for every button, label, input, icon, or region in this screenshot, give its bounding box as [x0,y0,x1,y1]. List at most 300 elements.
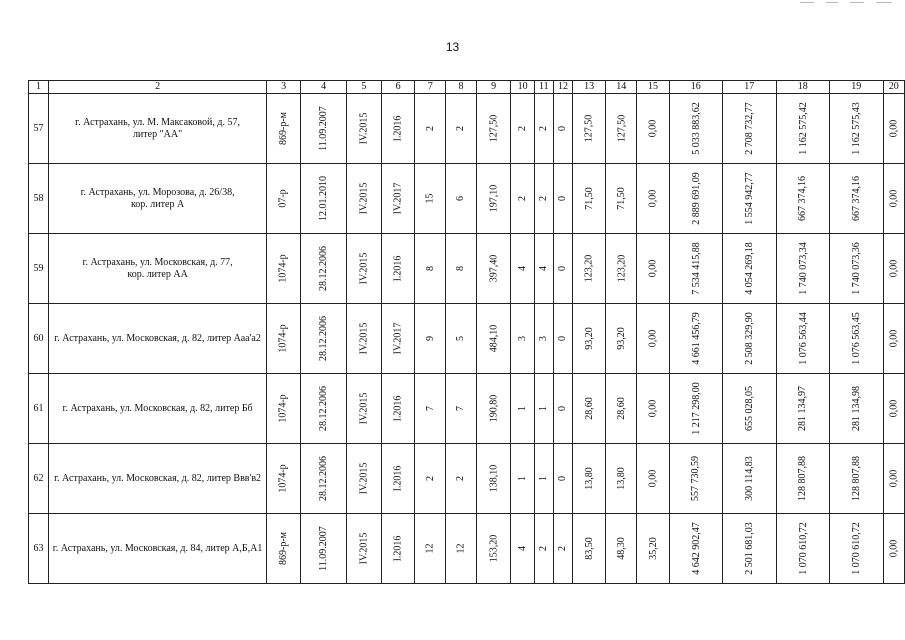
end-period-value: IV.2017 [392,322,404,355]
address-line: г. Астрахань, ул. Московская, д. 82, литер Ввв'в2 [54,472,262,484]
address-cell [49,304,267,374]
col-20-cell [883,234,904,304]
data-table [28,80,905,584]
col-16-cell [669,164,723,234]
address-line: кор. литер А [130,198,185,210]
col-15-value: 0,00 [647,399,659,418]
col-10-value: 2 [517,196,529,201]
col-10-cell [511,444,534,514]
col-18-cell [776,234,830,304]
col-11-cell [534,234,553,304]
col-18-value: 1 740 073,34 [797,242,809,295]
header-cell: 18 [776,81,830,94]
col-14-cell [606,374,637,444]
col-12-value: 0 [557,266,569,271]
address-cell [49,444,267,514]
start-period-cell [347,514,382,584]
col-15-cell [637,94,669,164]
end-period-value: I.2016 [392,115,404,142]
col-15-cell [637,234,669,304]
col-17-value: 300 114,83 [743,456,755,501]
table-row [29,444,905,514]
col-10-value: 3 [517,336,529,341]
col-9-cell [476,374,511,444]
col-20-value: 0,00 [888,119,900,138]
end-period-value: I.2016 [392,255,404,282]
col-10-cell [511,374,534,444]
order-date-cell [301,374,347,444]
col-15-value: 35,20 [647,537,659,560]
header-cell: 19 [830,81,884,94]
col-10-cell [511,514,534,584]
header-cell: 7 [415,81,446,94]
header-cell: 12 [553,81,572,94]
col-14-cell [606,304,637,374]
col-19-cell [830,234,884,304]
col-13-cell [573,304,606,374]
order-number-value: 869-р-м [278,112,290,145]
address-line: г. Астрахань, ул. М. Максаковой, д. 57, [75,116,240,128]
col-12-cell [553,374,572,444]
col-16-value: 5 033 883,62 [690,102,702,155]
col-19-value: 281 134,98 [850,386,862,431]
end-period-cell [381,164,415,234]
order-number-cell [267,94,301,164]
col-13-cell [573,374,606,444]
header-cell: 14 [606,81,637,94]
col-15-cell [637,514,669,584]
col-20-value: 0,00 [888,189,900,208]
col-10-value: 1 [517,406,529,411]
col-14-cell [606,514,637,584]
order-number-value: 869-р-м [278,532,290,565]
order-number-cell [267,304,301,374]
address-cell [49,234,267,304]
address-line: кор. литер АА [127,268,188,280]
end-period-value: I.2016 [392,465,404,492]
col-19-value: 1 070 610,72 [850,522,862,575]
col-18-cell [776,514,830,584]
col-19-cell [830,374,884,444]
col-19-value: 667 374,16 [850,176,862,221]
col-16-cell [669,94,723,164]
col-18-value: 1 162 575,42 [797,102,809,155]
header-cell: 17 [723,81,777,94]
header-cell: 11 [534,81,553,94]
col-13-value: 83,50 [583,537,595,560]
col-8-cell [446,164,477,234]
row-number: 58 [29,164,49,234]
col-8-cell [446,94,477,164]
col-7-cell [415,304,446,374]
order-date-cell [301,234,347,304]
col-10-value: 4 [517,546,529,551]
col-17-value: 2 501 681,03 [743,522,755,575]
col-12-value: 0 [557,476,569,481]
end-period-cell [381,444,415,514]
scan-mark [826,2,838,3]
row-number: 57 [29,94,49,164]
col-14-value: 127,50 [615,114,627,143]
col-9-cell [476,304,511,374]
col-14-cell [606,444,637,514]
table-row [29,234,905,304]
order-number-cell [267,444,301,514]
col-18-value: 1 076 563,44 [797,312,809,365]
col-14-cell [606,164,637,234]
start-period-cell [347,444,382,514]
col-9-cell [476,514,511,584]
table-row [29,94,905,164]
col-17-value: 2 708 732,77 [743,102,755,155]
header-row [29,81,905,94]
col-16-value: 4 642 902,47 [690,522,702,575]
col-8-cell [446,304,477,374]
col-9-value: 153,20 [488,534,500,563]
col-18-cell [776,304,830,374]
col-9-value: 484,10 [488,324,500,353]
order-date-cell [301,444,347,514]
end-period-value: I.2016 [392,395,404,422]
col-17-value: 2 508 329,90 [743,312,755,365]
col-7-value: 2 [424,476,436,481]
col-17-value: 4 054 269,18 [743,242,755,295]
col-20-value: 0,00 [888,399,900,418]
col-15-value: 0,00 [647,119,659,138]
order-date-value: 28.12.2006 [318,246,330,291]
col-11-cell [534,374,553,444]
col-12-cell [553,234,572,304]
address-line: г. Астрахань, ул. Московская, д. 82, литер Ааа'а2 [54,332,261,344]
order-date-cell [301,304,347,374]
col-7-value: 15 [424,193,436,204]
start-period-cell [347,374,382,444]
col-18-cell [776,444,830,514]
col-14-cell [606,234,637,304]
col-9-cell [476,94,511,164]
col-14-value: 13,80 [615,467,627,490]
col-17-cell [723,304,777,374]
col-12-cell [553,304,572,374]
col-13-cell [573,164,606,234]
col-16-value: 7 534 415,88 [690,242,702,295]
col-10-value: 4 [517,266,529,271]
col-7-cell [415,164,446,234]
start-period-cell [347,304,382,374]
col-11-cell [534,514,553,584]
order-number-cell [267,164,301,234]
start-period-cell [347,94,382,164]
table-row [29,374,905,444]
row-number: 60 [29,304,49,374]
col-16-value: 557 730,59 [690,456,702,501]
address-cell [49,94,267,164]
col-9-cell [476,164,511,234]
col-13-cell [573,444,606,514]
col-12-value: 0 [557,406,569,411]
col-13-cell [573,514,606,584]
col-17-cell [723,164,777,234]
col-7-value: 7 [424,406,436,411]
end-period-value: IV.2017 [392,182,404,215]
col-8-cell [446,444,477,514]
col-17-value: 655 028,05 [743,386,755,431]
col-20-cell [883,304,904,374]
col-20-cell [883,374,904,444]
address-line: г. Астрахань, ул. Московская, д. 84, литер А,Б,А1 [52,542,263,554]
col-13-value: 123,20 [583,254,595,283]
col-10-cell [511,234,534,304]
col-13-value: 127,50 [583,114,595,143]
col-12-value: 2 [557,546,569,551]
col-11-value: 2 [538,126,550,131]
col-8-cell [446,234,477,304]
address-cell [49,374,267,444]
col-18-cell [776,374,830,444]
address-line: г. Астрахань, ул. Морозова, д. 26/38, [80,186,235,198]
col-8-value: 2 [455,476,467,481]
scan-mark [850,2,864,3]
order-date-cell [301,164,347,234]
order-date-cell [301,94,347,164]
col-10-cell [511,304,534,374]
col-15-value: 0,00 [647,469,659,488]
address-cell [49,164,267,234]
header-cell: 15 [637,81,669,94]
order-date-value: 12.01.2010 [318,176,330,221]
col-16-value: 2 889 691,09 [690,172,702,225]
order-number-value: 1074-р [278,324,290,353]
order-date-value: 11.09.2007 [318,526,330,571]
col-7-cell [415,234,446,304]
col-9-value: 197,10 [488,184,500,213]
order-date-value: 11.09.2007 [318,106,330,151]
col-12-value: 0 [557,196,569,201]
header-cell: 8 [446,81,477,94]
col-11-value: 4 [538,266,550,271]
page-number: 13 [445,40,460,54]
col-8-value: 12 [455,543,467,554]
col-17-cell [723,374,777,444]
col-18-cell [776,164,830,234]
start-period-value: IV.2015 [358,392,370,425]
header-cell: 5 [347,81,382,94]
order-number-cell [267,374,301,444]
col-19-cell [830,514,884,584]
order-date-value: 28.12.2006 [318,316,330,361]
table-row [29,304,905,374]
col-16-cell [669,444,723,514]
table-row [29,514,905,584]
row-number: 61 [29,374,49,444]
col-20-cell [883,514,904,584]
col-11-value: 2 [538,196,550,201]
col-14-value: 71,50 [615,187,627,210]
col-16-cell [669,374,723,444]
col-15-cell [637,374,669,444]
col-12-cell [553,444,572,514]
col-11-cell [534,94,553,164]
end-period-cell [381,304,415,374]
row-number: 63 [29,514,49,584]
col-13-value: 13,80 [583,467,595,490]
col-11-value: 3 [538,336,550,341]
col-19-value: 1 076 563,45 [850,312,862,365]
col-17-cell [723,234,777,304]
col-8-cell [446,514,477,584]
col-16-cell [669,234,723,304]
header-cell: 13 [573,81,606,94]
start-period-value: IV.2015 [358,252,370,285]
end-period-cell [381,374,415,444]
table-row [29,164,905,234]
start-period-value: IV.2015 [358,462,370,495]
end-period-cell [381,94,415,164]
col-7-cell [415,94,446,164]
col-7-cell [415,444,446,514]
col-10-value: 2 [517,126,529,131]
col-9-value: 397,40 [488,254,500,283]
start-period-value: IV.2015 [358,112,370,145]
start-period-value: IV.2015 [358,532,370,565]
col-19-cell [830,304,884,374]
col-15-cell [637,304,669,374]
col-7-value: 9 [424,336,436,341]
col-16-cell [669,304,723,374]
col-18-value: 667 374,16 [797,176,809,221]
col-18-value: 128 807,88 [797,456,809,501]
order-number-value: 1074-р [278,464,290,493]
col-15-value: 0,00 [647,329,659,348]
col-14-value: 28,60 [615,397,627,420]
col-11-value: 1 [538,476,550,481]
col-18-value: 281 134,97 [797,386,809,431]
order-number-cell [267,514,301,584]
header-cell: 3 [267,81,301,94]
col-12-value: 0 [557,336,569,341]
col-14-value: 123,20 [615,254,627,283]
col-19-cell [830,94,884,164]
col-11-cell [534,164,553,234]
col-20-cell [883,94,904,164]
start-period-cell [347,164,382,234]
col-16-cell [669,514,723,584]
address-line: г. Астрахань, ул. Московская, д. 82, литер Бб [62,402,253,414]
col-12-value: 0 [557,126,569,131]
col-12-cell [553,164,572,234]
order-number-value: 1074-р [278,254,290,283]
order-date-value: 28.12.2006 [318,456,330,501]
col-8-value: 6 [455,196,467,201]
header-cell: 1 [29,81,49,94]
col-7-value: 2 [424,126,436,131]
col-15-value: 0,00 [647,189,659,208]
col-7-cell [415,374,446,444]
col-15-cell [637,444,669,514]
col-14-cell [606,94,637,164]
col-15-value: 0,00 [647,259,659,278]
col-8-value: 2 [455,126,467,131]
col-11-cell [534,444,553,514]
col-16-value: 1 217 298,00 [690,382,702,435]
order-number-value: 1074-р [278,394,290,423]
header-cell: 9 [476,81,511,94]
address-cell [49,514,267,584]
col-13-value: 28,60 [583,397,595,420]
start-period-cell [347,234,382,304]
header-cell: 10 [511,81,534,94]
col-18-value: 1 070 610,72 [797,522,809,575]
header-cell: 4 [301,81,347,94]
header-cell: 6 [381,81,415,94]
col-19-cell [830,164,884,234]
col-11-value: 2 [538,546,550,551]
end-period-value: I.2016 [392,535,404,562]
col-8-value: 8 [455,266,467,271]
col-9-cell [476,444,511,514]
col-17-cell [723,94,777,164]
start-period-value: IV.2015 [358,322,370,355]
col-17-cell [723,514,777,584]
col-9-value: 127,50 [488,114,500,143]
row-number: 62 [29,444,49,514]
col-14-value: 93,20 [615,327,627,350]
start-period-value: IV.2015 [358,182,370,215]
header-cell: 2 [49,81,267,94]
col-10-cell [511,164,534,234]
col-10-cell [511,94,534,164]
scan-mark [876,2,892,3]
col-20-value: 0,00 [888,329,900,348]
order-number-cell [267,234,301,304]
col-12-cell [553,94,572,164]
col-17-value: 1 554 942,77 [743,172,755,225]
col-20-cell [883,444,904,514]
end-period-cell [381,514,415,584]
col-7-value: 12 [424,543,436,554]
address-line: г. Астрахань, ул. Московская, д. 77, [82,256,233,268]
col-14-value: 48,30 [615,537,627,560]
col-8-value: 7 [455,406,467,411]
col-13-value: 93,20 [583,327,595,350]
end-period-cell [381,234,415,304]
col-19-value: 1 162 575,43 [850,102,862,155]
col-16-value: 4 661 456,79 [690,312,702,365]
col-8-cell [446,374,477,444]
col-18-cell [776,94,830,164]
col-13-cell [573,234,606,304]
col-9-cell [476,234,511,304]
col-19-value: 1 740 073,36 [850,242,862,295]
col-20-value: 0,00 [888,469,900,488]
row-number: 59 [29,234,49,304]
col-17-cell [723,444,777,514]
order-date-value: 28.12.2006 [318,386,330,431]
order-number-value: 07-р [278,189,290,208]
col-13-value: 71,50 [583,187,595,210]
col-8-value: 5 [455,336,467,341]
col-10-value: 1 [517,476,529,481]
col-9-value: 138,10 [488,464,500,493]
header-cell: 20 [883,81,904,94]
scan-mark [800,2,814,3]
header-cell: 16 [669,81,723,94]
col-7-cell [415,514,446,584]
col-9-value: 190,80 [488,394,500,423]
col-13-cell [573,94,606,164]
col-20-cell [883,164,904,234]
col-12-cell [553,514,572,584]
